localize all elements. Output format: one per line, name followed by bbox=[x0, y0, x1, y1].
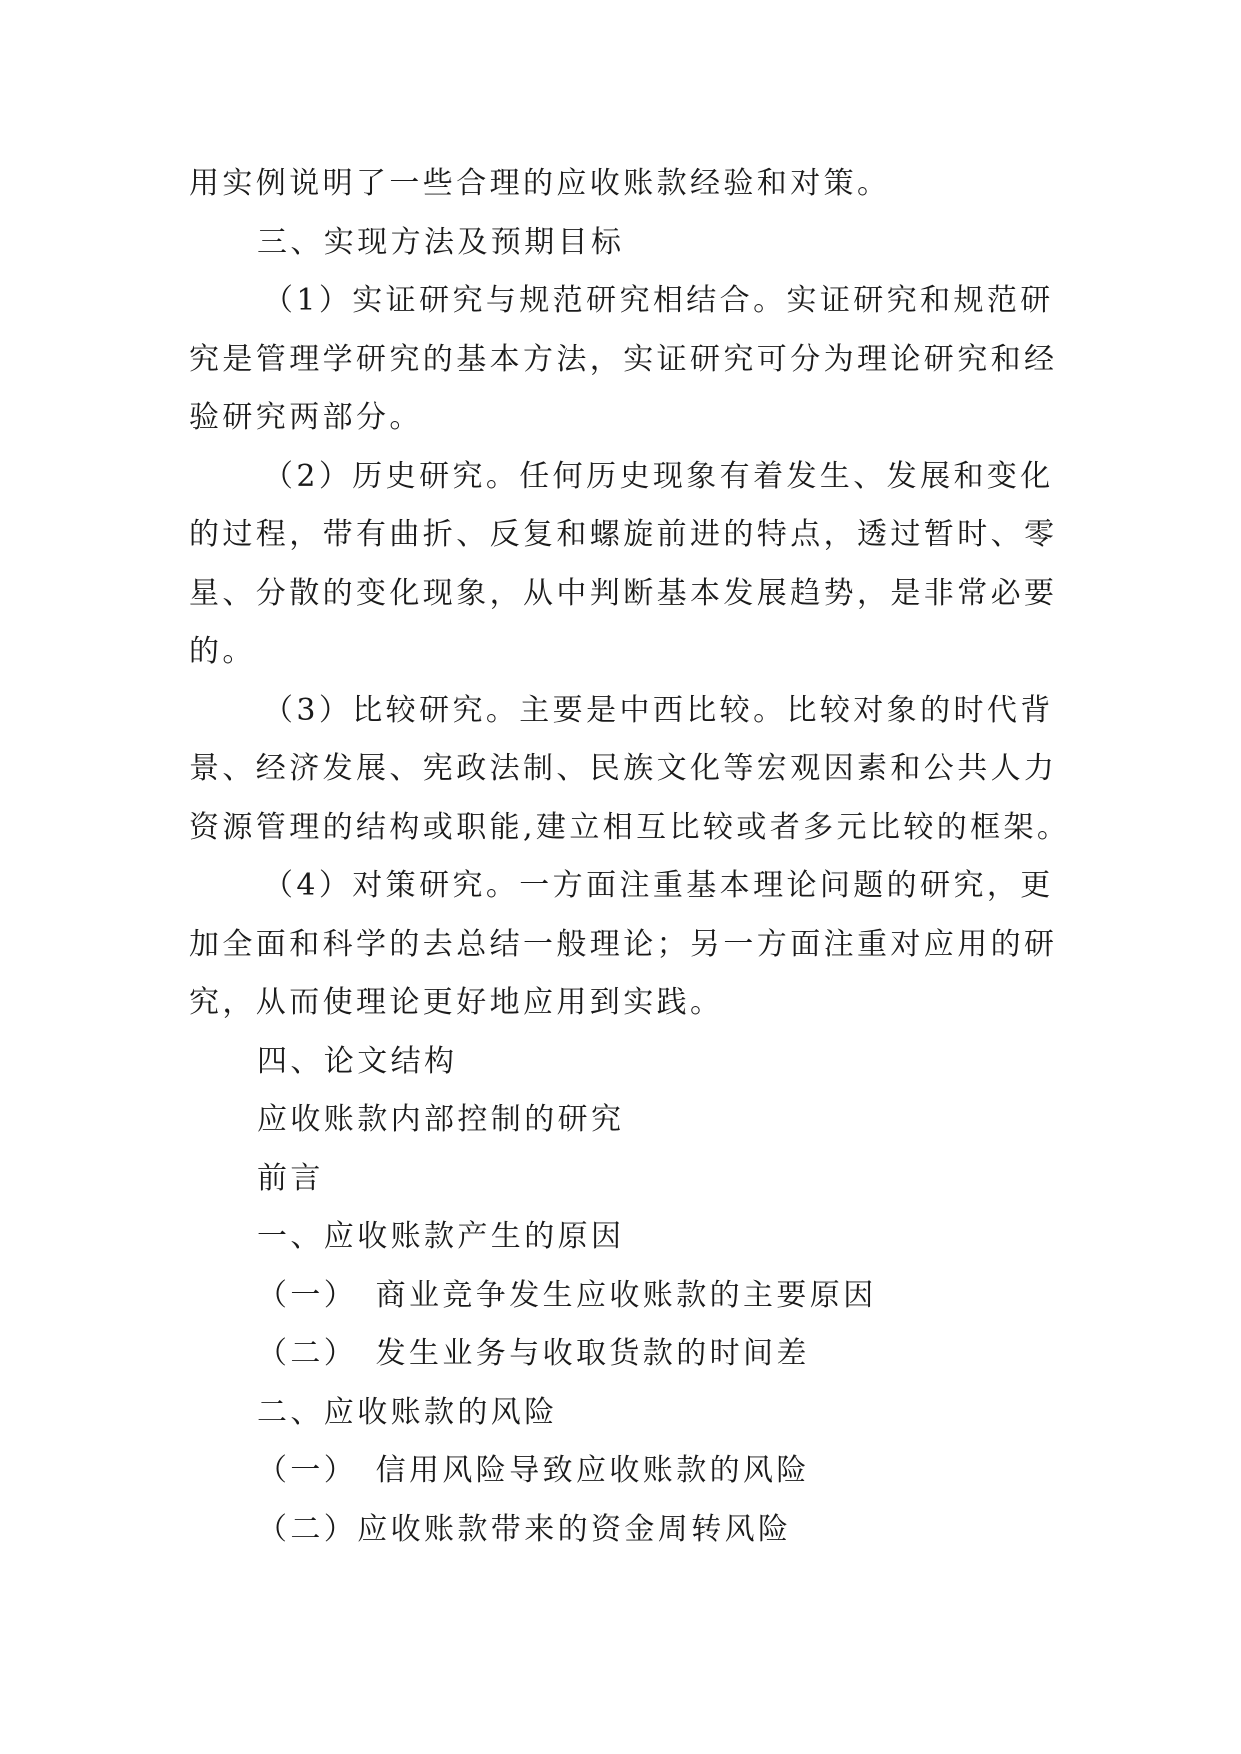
outline-subitem: （二）应收账款带来的资金周转风险 bbox=[257, 1511, 792, 1547]
paragraph-line: （1）实证研究与规范研究相结合。实证研究和规范研 bbox=[263, 283, 1054, 318]
outline-item: 前言 bbox=[257, 1160, 324, 1196]
outline-subitem: （二） 发生业务与收取货款的时间差 bbox=[257, 1336, 810, 1371]
paragraph-line: 究，从而使理论更好地应用到实践。 bbox=[189, 985, 724, 1020]
section-heading-4: 四、论文结构 bbox=[257, 1043, 458, 1079]
paragraph-line: （3）比较研究。主要是中西比较。比较对象的时代背 bbox=[263, 692, 1054, 728]
outline-title: 应收账款内部控制的研究 bbox=[257, 1102, 625, 1137]
outline-item: 一、应收账款产生的原因 bbox=[257, 1219, 625, 1254]
paragraph-line: （4）对策研究。一方面注重基本理论问题的研究，更 bbox=[263, 868, 1054, 903]
outline-item: 二、应收账款的风险 bbox=[257, 1394, 558, 1430]
paragraph-line: （2）历史研究。任何历史现象有着发生、发展和变化 bbox=[263, 458, 1054, 494]
outline-subitem: （一） 信用风险导致应收账款的风险 bbox=[257, 1453, 810, 1488]
section-heading-3: 三、实现方法及预期目标 bbox=[257, 224, 625, 260]
paragraph-line: 星、分散的变化现象，从中判断基本发展趋势，是非常必要 bbox=[189, 575, 1058, 611]
outline-subitem: （一） 商业竞争发生应收账款的主要原因 bbox=[257, 1277, 877, 1313]
paragraph-line: 的。 bbox=[189, 634, 256, 669]
paragraph-line: 的过程，带有曲折、反复和螺旋前进的特点，透过暂时、零 bbox=[189, 517, 1058, 552]
paragraph-line: 资源管理的结构或职能,建立相互比较或者多元比较的框架。 bbox=[189, 809, 1071, 845]
paragraph-line: 究是管理学研究的基本方法，实证研究可分为理论研究和经 bbox=[189, 341, 1058, 377]
paragraph-line: 用实例说明了一些合理的应收账款经验和对策。 bbox=[189, 166, 891, 201]
paragraph-line: 验研究两部分。 bbox=[189, 400, 423, 435]
paragraph-line: 加全面和科学的去总结一般理论；另一方面注重对应用的研 bbox=[189, 926, 1058, 962]
paragraph-line: 景、经济发展、宪政法制、民族文化等宏观因素和公共人力 bbox=[189, 751, 1058, 786]
body-text bbox=[189, 155, 1071, 1559]
